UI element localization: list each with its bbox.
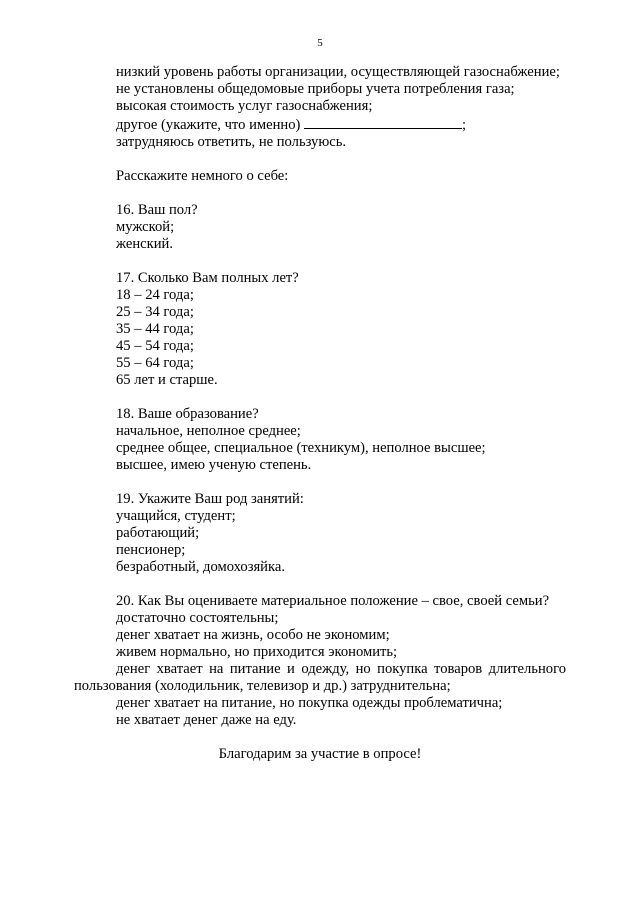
page-number: 5: [317, 37, 323, 49]
q17-title: 17. Сколько Вам полных лет?: [116, 270, 299, 286]
q16-option: женский.: [116, 236, 174, 252]
q20-option: живем нормально, но приходится экономить;: [116, 644, 398, 660]
q19-option: пенсионер;: [116, 542, 186, 558]
q17-option: 35 – 44 года;: [116, 321, 194, 337]
q20-title: 20. Как Вы оцениваете материальное положение – свое, своей семьи?: [116, 593, 550, 609]
q20-option: денег хватает на питание, но покупка одежды проблематична;: [116, 695, 503, 711]
q17-option: 18 – 24 года;: [116, 287, 194, 303]
q20-option: не хватает денег даже на еду.: [116, 712, 297, 728]
q20-option-long-line1: денег хватает на питание и одежду, но покупка товаров длительного: [116, 661, 566, 677]
q19-option: учащийся, студент;: [116, 508, 236, 524]
q20-option: денег хватает на жизнь, особо не экономим;: [116, 627, 390, 643]
q15-option-other: [74, 115, 566, 134]
q17-option: 65 лет и старше.: [116, 372, 218, 388]
thanks-message: Благодарим за участие в опросе!: [218, 746, 422, 762]
q19-option: работающий;: [116, 525, 200, 541]
q18-title: 18. Ваше образование?: [116, 406, 259, 422]
q18-option: среднее общее, специальное (техникум), неполное высшее;: [116, 440, 486, 456]
q15-other-suffix: ;: [462, 117, 467, 133]
q15-option: высокая стоимость услуг газоснабжения;: [116, 98, 373, 114]
q16-title: 16. Ваш пол?: [116, 202, 198, 218]
q20-option: достаточно состоятельны;: [116, 610, 279, 626]
q19-title: 19. Укажите Ваш род занятий:: [116, 491, 304, 507]
q20-option-long-line2: пользования (холодильник, телевизор и др.) затруднительна;: [74, 678, 451, 694]
q17-option: 45 – 54 года;: [116, 338, 194, 354]
q15-option: затрудняюсь ответить, не пользуюсь.: [116, 134, 347, 150]
q15-option: низкий уровень работы организации, осуществляющей газоснабжение;: [116, 64, 560, 80]
q18-option: начальное, неполное среднее;: [116, 423, 301, 439]
q15-other-blank-field[interactable]: [304, 115, 462, 129]
q16-option: мужской;: [116, 219, 175, 235]
questionnaire-body: [74, 64, 566, 763]
q17-option: 55 – 64 года;: [116, 355, 194, 371]
q17-option: 25 – 34 года;: [116, 304, 194, 320]
q15-other-label: другое (укажите, что именно): [116, 117, 301, 133]
q15-option: не установлены общедомовые приборы учета потребления газа;: [116, 81, 515, 97]
q19-option: безработный, домохозяйка.: [116, 559, 285, 575]
q18-option: высшее, имею ученую степень.: [116, 457, 312, 473]
about-intro: Расскажите немного о себе:: [116, 168, 289, 184]
